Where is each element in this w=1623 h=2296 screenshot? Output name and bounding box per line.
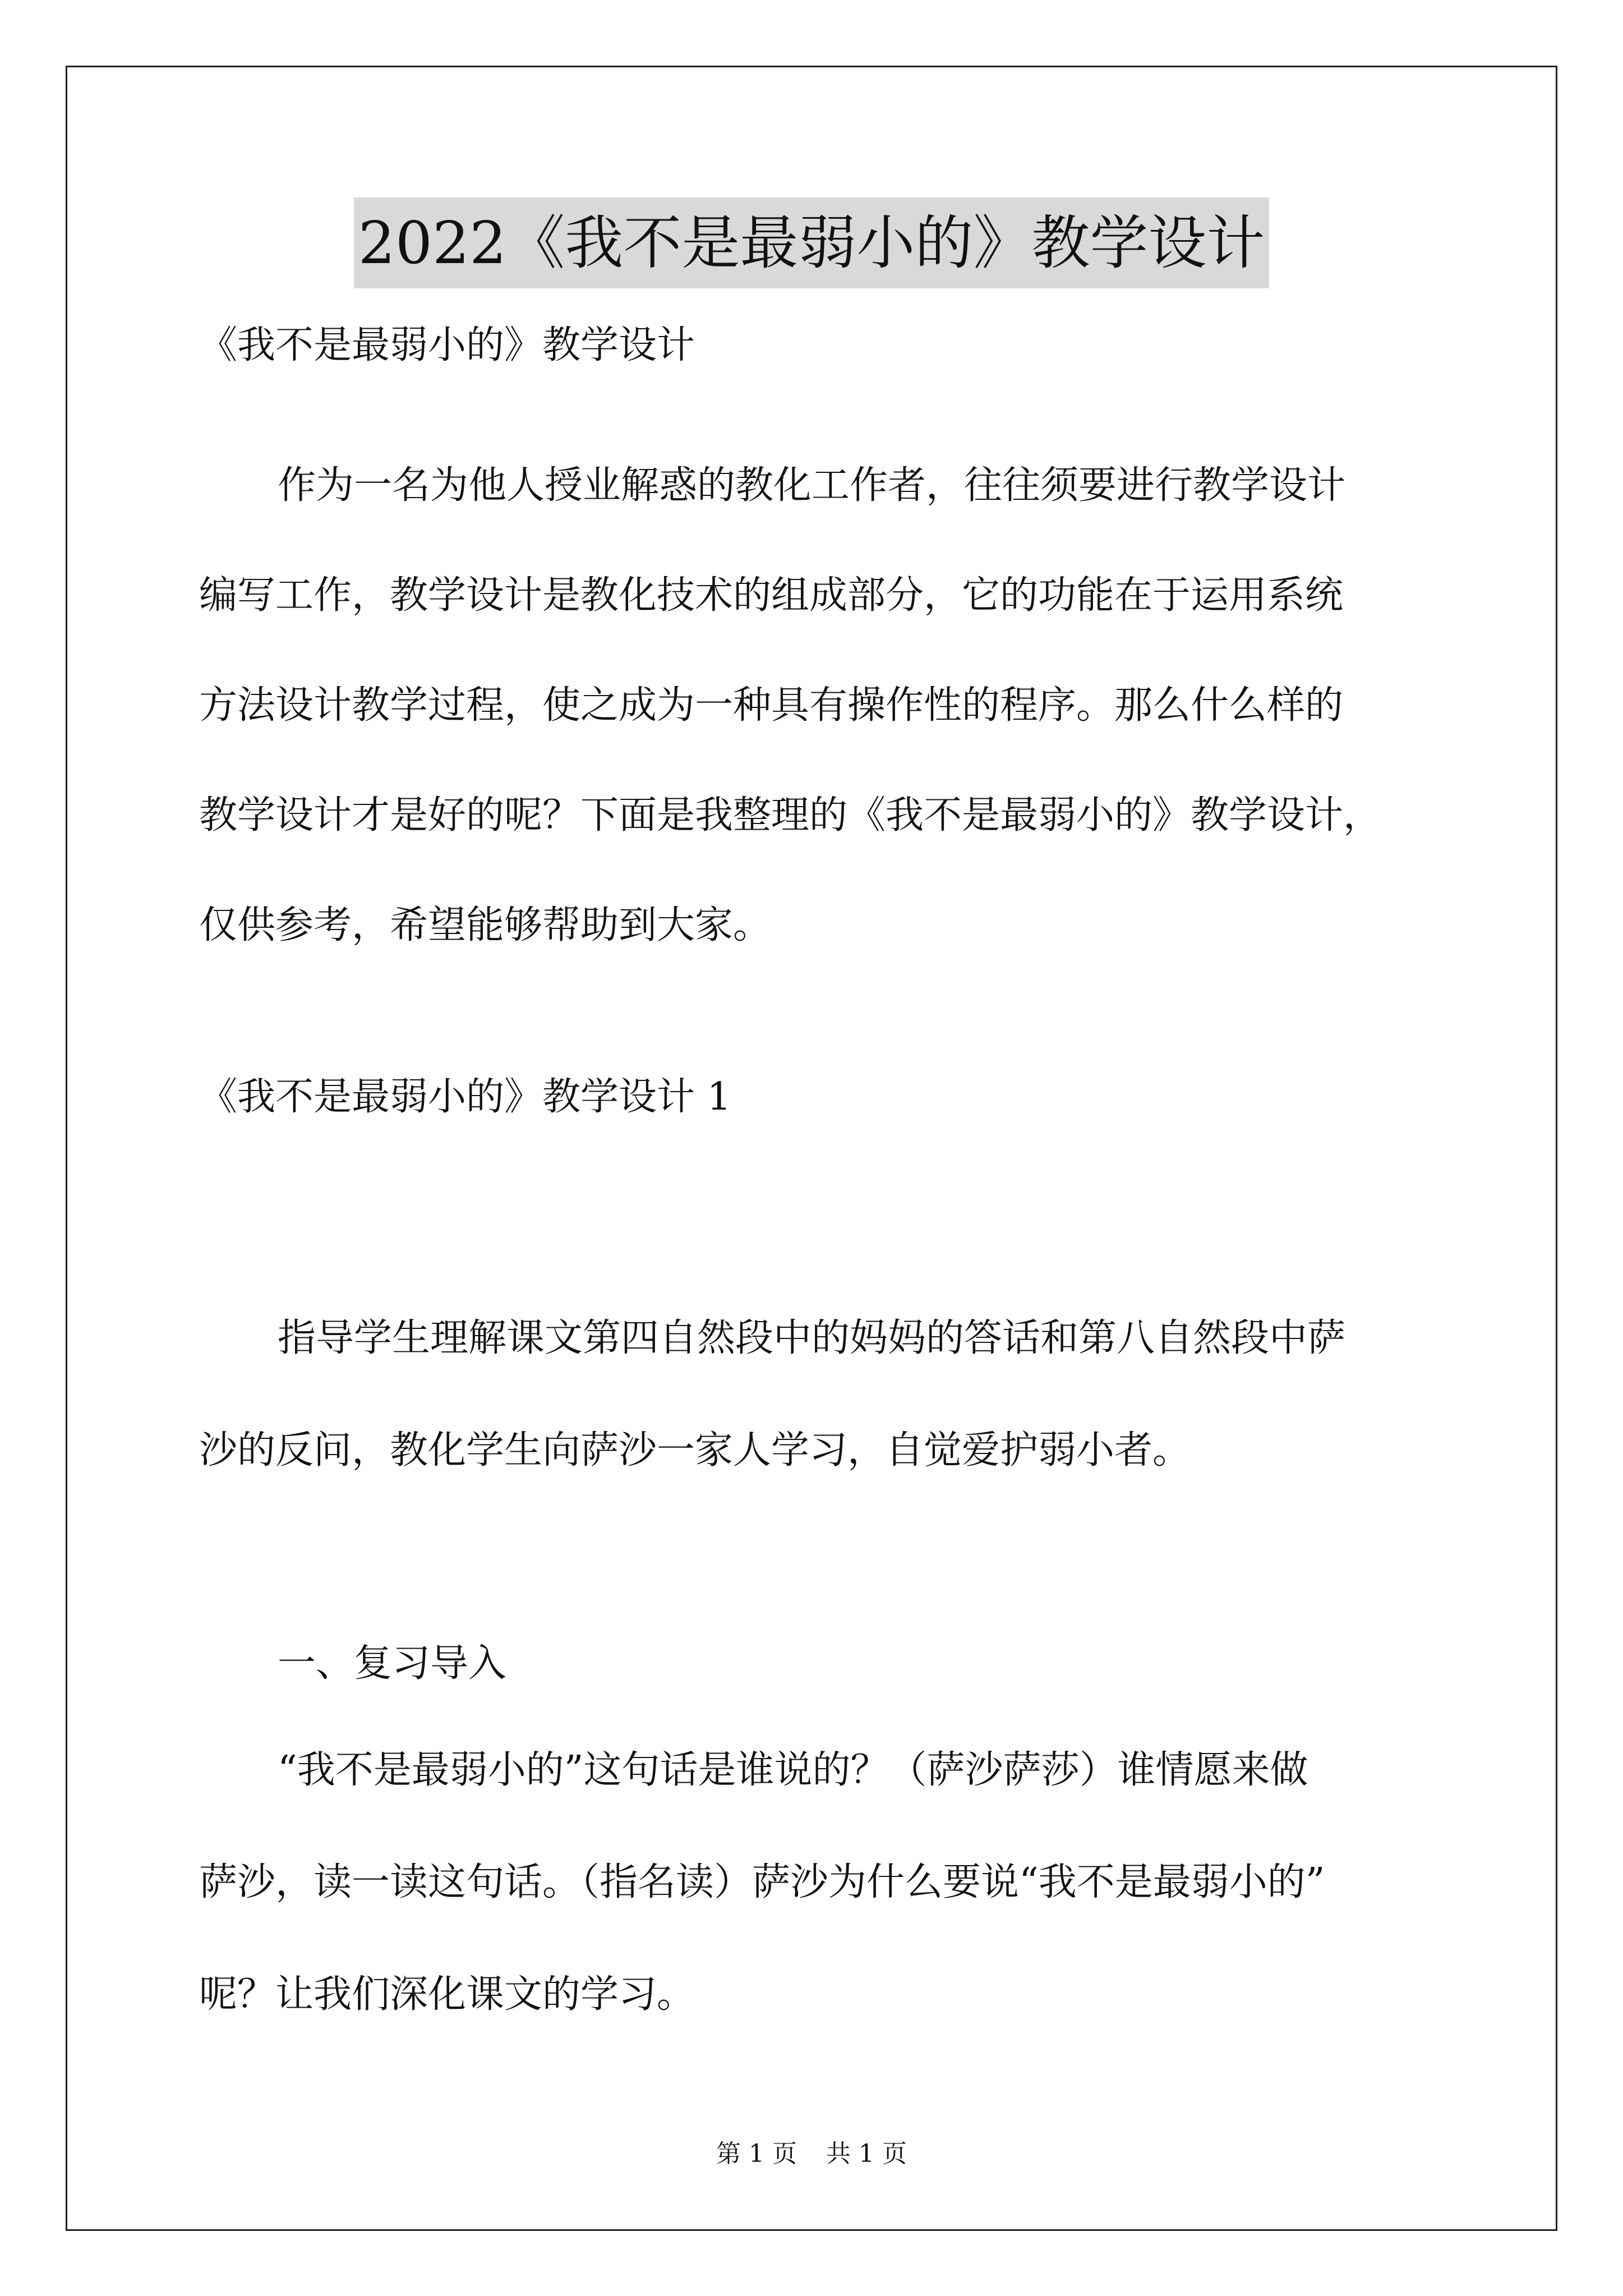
intro-line: 编写工作，教学设计是教化技术的组成部分，它的功能在于运用系统 [199,573,1344,618]
subtitle-text: 《我不是最弱小的》教学设计 [199,323,695,367]
intro-line: 方法设计教学过程，使之成为一种具有操作性的程序。那么什么样的 [199,683,1344,728]
goal-paragraph [199,1312,1455,1478]
goal-line: 指导学生理解课文第四自然段中的妈妈的答话和第八自然段中萨 [278,1316,1346,1360]
subtitle [199,319,1455,372]
intro-paragraph [199,459,1455,953]
page-number: 第 1 页 [716,2139,797,2168]
step-heading [199,1637,1455,1691]
title-container [0,197,1623,288]
intro-line: 仅供参考，希望能够帮助到大家。 [199,903,772,947]
goal-line: 沙的反问，教化学生向萨沙一家人学习，自觉爱护弱小者。 [199,1428,1191,1473]
step-line: “我不是最弱小的”这句话是谁说的？（萨沙萨莎）谁情愿来做 [278,1748,1308,1792]
step-heading-text: 一、复习导入 [278,1641,507,1686]
document-title: 2022《我不是最弱小的》教学设计 [354,197,1270,288]
step-line: 呢？让我们深化课文的学习。 [199,1972,695,2017]
total-pages: 共 1 页 [826,2139,907,2168]
step-paragraph [199,1743,1455,2022]
step-line: 萨沙，读一读这句话。（指名读）萨沙为什么要说“我不是最弱小的” [199,1860,1325,1904]
section-heading-text: 《我不是最弱小的》教学设计 1 [199,1075,731,1119]
intro-line: 教学设计才是好的呢？下面是我整理的《我不是最弱小的》教学设计， [199,793,1382,838]
intro-line: 作为一名为他人授业解惑的教化工作者，往往须要进行教学设计 [278,463,1346,508]
page-footer [0,2137,1623,2171]
section-heading [199,1070,1455,1124]
